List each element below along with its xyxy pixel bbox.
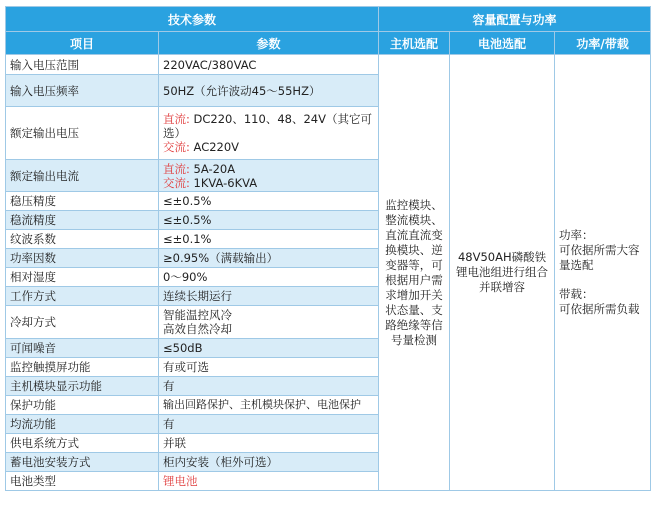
row-label: 均流功能 [6, 415, 159, 434]
host-option-cell: 监控模块、整流模块、直流直流变换模块、逆变器等，可根据用户需求增加开关状态量、支路绝缘等信号量检测 [379, 55, 450, 491]
row-label: 监控触摸屏功能 [6, 358, 159, 377]
row-label: 稳流精度 [6, 211, 159, 230]
dc-value: DC220、110、48、24V（其它可选） [163, 112, 372, 140]
col-item-header: 项目 [6, 32, 159, 55]
ac-value: 1KVA-6KVA [193, 175, 258, 190]
row-label: 相对湿度 [6, 268, 159, 287]
power-desc: 可依据所需大容量选配 [559, 243, 640, 272]
row-value: ≤±0.1% [159, 230, 379, 249]
row-label: 蓄电池安装方式 [6, 453, 159, 472]
row-label: 额定输出电压 [6, 107, 159, 160]
row-value [159, 306, 379, 339]
row-value: 锂电池 [159, 472, 379, 491]
protection-value: 输出回路保护、主机模块保护、电池保护 [163, 399, 361, 411]
dc-value: 5A-20A [193, 161, 236, 176]
dc-prefix: 直流: [163, 112, 190, 126]
row-value: 有 [159, 377, 379, 396]
row-value: ≥0.95%（满载输出） [159, 249, 379, 268]
row-label: 额定输出电流 [6, 160, 159, 192]
row-label: 主机模块显示功能 [6, 377, 159, 396]
row-value: 有 [159, 415, 379, 434]
power-load-cell [555, 55, 651, 491]
row-value: 0～90% [159, 268, 379, 287]
load-desc: 可依据所需负载 [559, 302, 640, 316]
spec-table [5, 6, 651, 491]
capacity-power-header: 容量配置与功率 [379, 7, 651, 32]
row-label: 输入电压范围 [6, 55, 159, 75]
row-label: 输入电压频率 [6, 75, 159, 107]
row-label: 功率因数 [6, 249, 159, 268]
row-value: 柜内安装（柜外可选） [159, 453, 379, 472]
col-host-header: 主机选配 [379, 32, 450, 55]
row-label: 稳压精度 [6, 192, 159, 211]
row-value [159, 396, 379, 415]
table-row [6, 55, 651, 75]
row-value: 有或可选 [159, 358, 379, 377]
row-value: ≤50dB [159, 339, 379, 358]
col-battery-header: 电池选配 [450, 32, 555, 55]
ac-value: AC220V [193, 140, 240, 154]
row-label: 供电系统方式 [6, 434, 159, 453]
row-label: 冷却方式 [6, 306, 159, 339]
row-value: 连续长期运行 [159, 287, 379, 306]
row-label: 保护功能 [6, 396, 159, 415]
battery-option-cell: 48V50AH磷酸铁锂电池组进行组合并联增容 [450, 55, 555, 491]
row-value: 50HZ（允许波动45～55HZ） [159, 75, 379, 107]
cooling-line-2: 高效自然冷却 [163, 322, 232, 336]
row-label: 纹波系数 [6, 230, 159, 249]
dc-prefix: 直流: [163, 161, 190, 176]
row-value: ≤±0.5% [159, 211, 379, 230]
row-value: 220VAC/380VAC [159, 55, 379, 75]
row-value [159, 107, 379, 160]
col-param-header: 参数 [159, 32, 379, 55]
cooling-line-1: 智能温控风冷 [163, 308, 232, 322]
ac-prefix: 交流: [163, 175, 190, 190]
ac-prefix: 交流: [163, 140, 190, 154]
row-label: 工作方式 [6, 287, 159, 306]
row-label: 电池类型 [6, 472, 159, 491]
load-title: 带载： [559, 287, 594, 301]
tech-params-header: 技术参数 [6, 7, 379, 32]
row-label: 可闻噪音 [6, 339, 159, 358]
row-value [159, 160, 379, 192]
row-value: ≤±0.5% [159, 192, 379, 211]
col-power-header: 功率/带载 [555, 32, 651, 55]
power-title: 功率： [559, 228, 594, 242]
row-value: 并联 [159, 434, 379, 453]
